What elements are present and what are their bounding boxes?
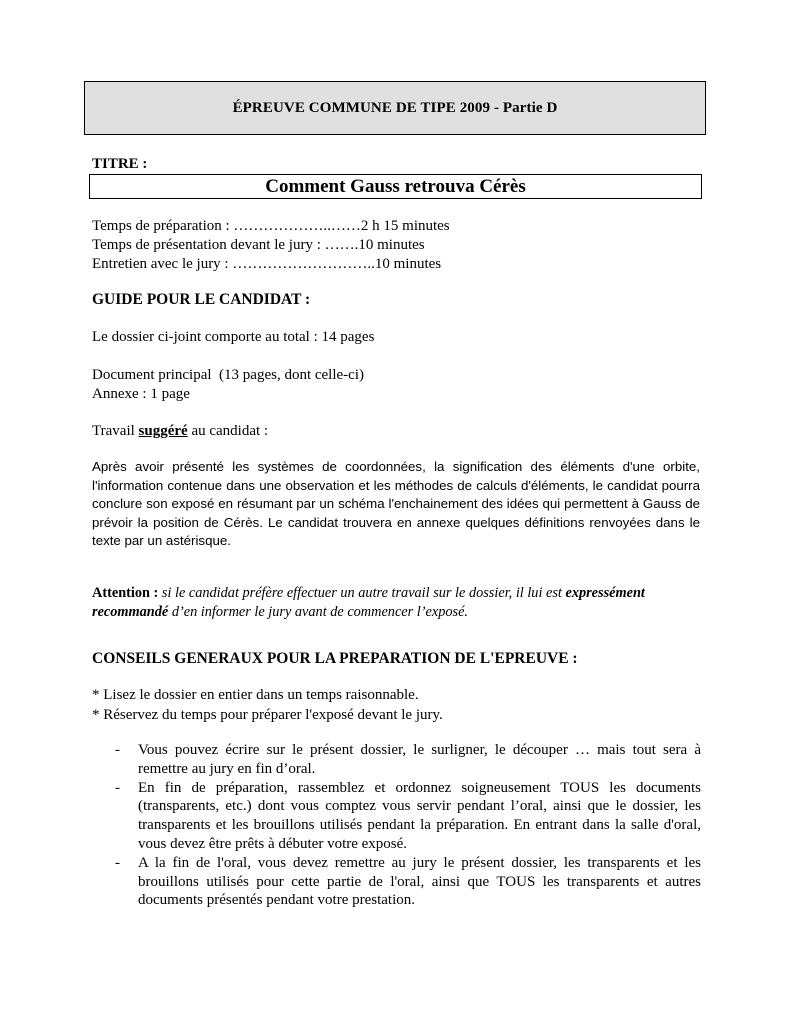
general-advice (92, 686, 443, 725)
bullet-item (115, 854, 701, 910)
attention-text-1: si le candidat préfère effectuer un autre travail sur le dossier, il lui est (161, 585, 566, 601)
travail-emphasis: suggéré (138, 423, 188, 439)
timing-preparation: Temps de préparation : ………………..……2 h 15 minutes (92, 218, 450, 234)
travail-suggere (92, 422, 268, 441)
annexe: Annexe : 1 page (92, 386, 190, 402)
advice-item: * Lisez le dossier en entier dans un temps raisonnable. (92, 687, 419, 703)
bullet-item (115, 741, 701, 779)
timing-presentation: Temps de présentation devant le jury : …….10 minutes (92, 237, 425, 253)
attention-note (92, 584, 700, 622)
bullet-item (115, 779, 701, 854)
documents-block (92, 366, 364, 404)
bullet-dash: - (115, 854, 120, 871)
timing-interview: Entretien avec le jury : ………………………..10 minutes (92, 256, 442, 272)
attention-text-2: d’en informer le jury avant de commencer l’exposé. (168, 604, 468, 620)
document-title-box (89, 174, 702, 199)
total-pages: Le dossier ci-joint comporte au total : 14 pages (92, 329, 375, 345)
timing-block (92, 217, 450, 274)
document-title: Comment Gauss retrouva Cérès (265, 175, 526, 197)
travail-prefix: Travail (92, 423, 139, 439)
bullet-text: En fin de préparation, rassemblez et ordonnez soigneusement TOUS les documents (transparents, etc.) dont vous comptez vous servir pendant l’oral, ainsi que le dossier, les transparents et les brouillons utilisés pendant la préparation. En entrant dans la salle d'oral, vous devez être prêts à débuter votre exposé. (138, 779, 701, 852)
conseils-heading: CONSEILS GENERAUX POUR LA PREPARATION DE L'EPREUVE : (92, 650, 578, 667)
suggested-work-paragraph: Après avoir présenté les systèmes de coordonnées, la signification des éléments d'une orbite, l'information contenue dans une observation et les méthodes de calculs d'éléments, le candidat pourra conclure son exposé en résumant par un schéma l'enchainement des idées qui permettent à Gauss de prévoir la position de Cérès. Le candidat trouvera en annexe quelques définitions renvoyées dans le texte par un astérisque. (92, 459, 700, 549)
bullet-text: Vous pouvez écrire sur le présent dossier, le surligner, le découper … mais tout sera à remettre au jury en fin d’oral. (138, 742, 701, 777)
travail-suffix: au candidat : (187, 423, 269, 439)
advice-item: * Réservez du temps pour préparer l'exposé devant le jury. (92, 706, 443, 723)
bullet-dash: - (115, 742, 120, 758)
exam-title: ÉPREUVE COMMUNE DE TIPE 2009 - Partie D (232, 99, 558, 116)
bullet-dash: - (115, 779, 120, 796)
guide-heading: GUIDE POUR LE CANDIDAT : (92, 291, 311, 308)
attention-emphasis: expressément recommandé (92, 585, 645, 620)
bullet-text: A la fin de l'oral, vous devez remettre au jury le présent dossier, les transparents et les brouillons utilisés pour cette partie de l'oral, ainsi que TOUS les transparents et autres documents présentés pendant votre prestation. (138, 854, 701, 909)
bullet-list (115, 741, 701, 910)
exam-header-box (84, 81, 706, 135)
titre-label: TITRE : (92, 156, 148, 172)
attention-label: Attention : (92, 585, 162, 601)
document-principal: Document principal (13 pages, dont celle-ci) (92, 367, 364, 383)
